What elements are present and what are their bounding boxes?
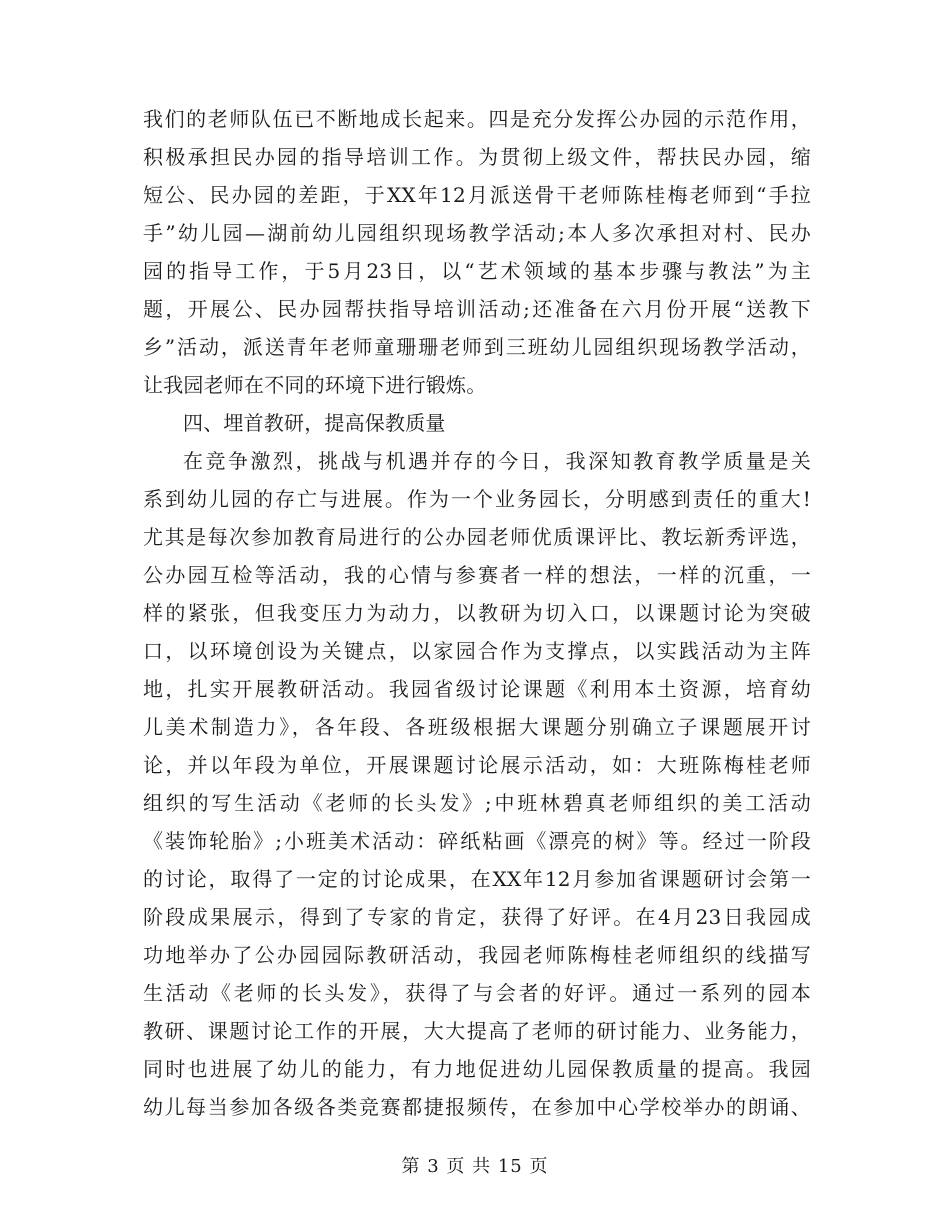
text-line: 手”幼儿园—湖前幼儿园组织现场教学活动;本人多次承担对村、民办	[143, 221, 811, 245]
text-line: 积极承担民办园的指导培训工作。为贯彻上级文件，帮扶民办园，缩	[143, 145, 811, 169]
text-line: 口，以环境创设为关键点，以家园合作为支撑点，以实践活动为主阵	[143, 639, 811, 663]
text-line: 地，扎实开展教研活动。我园省级讨论课题《利用本土资源，培育幼	[143, 677, 811, 701]
text-line: 系到幼儿园的存亡与进展。作为一个业务园长，分明感到责任的重大!	[143, 487, 811, 511]
text-line: 功地举办了公办园园际教研活动，我园老师陈梅桂老师组织的线描写	[143, 943, 811, 967]
text-line: 我们的老师队伍已不断地成长起来。四是充分发挥公办园的示范作用，	[143, 107, 811, 131]
text-line: 乡”活动，派送青年老师童珊珊老师到三班幼儿园组织现场教学活动，	[143, 335, 811, 359]
text-line: 教研、课题讨论工作的开展，大大提高了老师的研讨能力、业务能力，	[143, 1019, 811, 1043]
text-line: 儿美术制造力》，各年段、各班级根据大课题分别确立子课题展开讨	[143, 715, 811, 739]
text-line: 同时也进展了幼儿的能力，有力地促进幼儿园保教质量的提高。我园	[143, 1057, 811, 1081]
text-line: 园的指导工作，于5月23日，以“艺术领域的基本步骤与教法”为主	[143, 259, 811, 283]
text-line: 的讨论，取得了一定的讨论成果，在XX年12月参加省课题研讨会第一	[143, 867, 811, 891]
text-line: 组织的写生活动《老师的长头发》;中班林碧真老师组织的美工活动	[143, 791, 811, 815]
text-line: 在竞争激烈，挑战与机遇并存的今日，我深知教育教学质量是关	[183, 449, 811, 473]
text-line: 样的紧张，但我变压力为动力，以教研为切入口，以课题讨论为突破	[143, 601, 811, 625]
text-line: 阶段成果展示，得到了专家的肯定，获得了好评。在4月23日我园成	[143, 905, 811, 929]
text-line: 论，并以年段为单位，开展课题讨论展示活动，如：大班陈梅桂老师	[143, 753, 811, 777]
text-line: 生活动《老师的长头发》，获得了与会者的好评。通过一系列的园本	[143, 981, 811, 1005]
section-heading: 四、埋首教研，提高保教质量	[183, 411, 446, 435]
text-line: 《装饰轮胎》;小班美术活动：碎纸粘画《漂亮的树》等。经过一阶段	[143, 829, 811, 853]
text-line: 尤其是每次参加教育局进行的公办园老师优质课评比、教坛新秀评选，	[143, 525, 811, 549]
text-line: 题，开展公、民办园帮扶指导培训活动;还准备在六月份开展“送教下	[143, 297, 811, 321]
text-line: 幼儿每当参加各级各类竞赛都捷报频传，在参加中心学校举办的朗诵、	[143, 1095, 811, 1119]
text-line: 短公、民办园的差距，于XX年12月派送骨干老师陈桂梅老师到“手拉	[143, 183, 811, 207]
page-number-footer: 第 3 页 共 15 页	[401, 1156, 549, 1177]
text-line: 让我园老师在不同的环境下进行锻炼。	[143, 373, 487, 397]
text-line: 公办园互检等活动，我的心情与参赛者一样的想法，一样的沉重，一	[143, 563, 811, 587]
body-text	[143, 100, 811, 1126]
